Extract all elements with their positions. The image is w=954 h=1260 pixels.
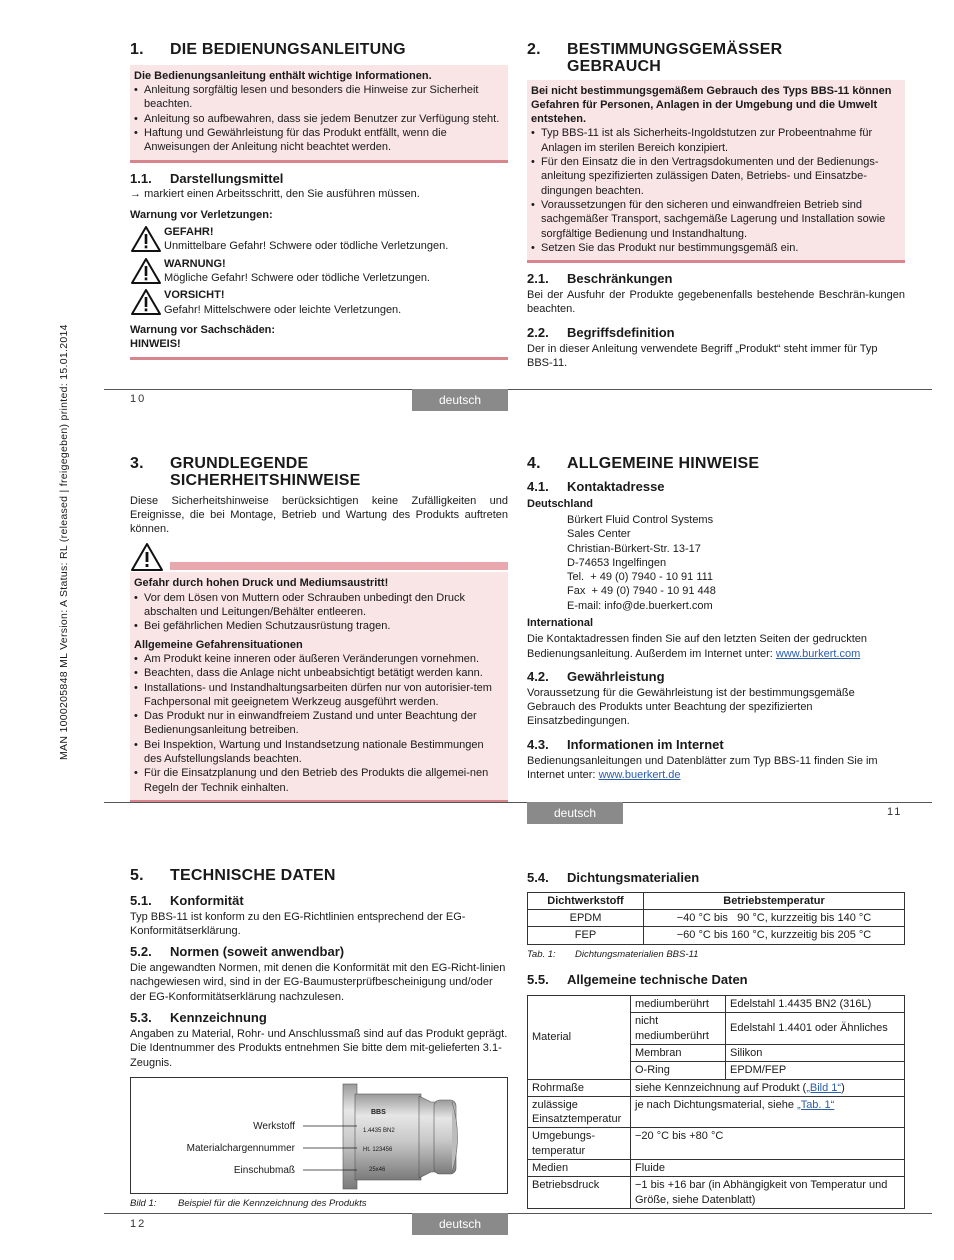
- list-item: • Beachten, dass die Anlage nicht unbeabsichtigt betätigt werden kann.: [134, 666, 504, 680]
- stamp-text: 1.4435 BN2: [363, 1127, 395, 1134]
- danger-box: Gefahr durch hohen Druck und Mediumsaustritt! • Vor dem Lösen von Muttern oder Schrauben unbedingt den Druck abschalten und Leitungen/Behälter entleeren. • Bei gefährlichen Medien Schutzausrüstung tragen. Allgemeine Gefahrensituationen • Am Produkt keine inneren oder äußeren Veränderungen vornehmen. • Beachten, dass die Anlage nicht unbeabsichtigt betätigt werden kann. • Installations- und Instandhaltungsarbeiten dürfen nur von autorisier-tem Fachpersonal mit geeignetem Werkzeug ausgeführt werden. • Das Produkt nur in einwandfreiem Zustand und unter Beachtung der Bedienungsanleitung betreiben. • Bei Inspektion, Wartung und Instandsetzung nationale Bestimmungen des Aufstellungslands beachten. • Für die Einsatzplanung und den Betrieb des Produkts die allgemei-nen Regeln der Technik einhalten.: [130, 572, 508, 802]
- table-row: Membran Silikon: [528, 1044, 905, 1061]
- warning-triangle-icon: [130, 288, 164, 316]
- section-1: [130, 42, 508, 351]
- figure-label: Werkstoff: [253, 1120, 295, 1132]
- contact-line: Tel. + 49 (0) 7940 - 10 91 111: [567, 571, 714, 584]
- country-label: International: [527, 617, 594, 630]
- contact-line: Sales Center: [567, 528, 631, 541]
- paragraph: Diese Sicherheitshinweise berücksichtigen keine Zufälligkeiten und Ereignisse, die bei Montage, Betrieb und Wartung des Produkts auftreten können.: [130, 494, 508, 536]
- paragraph: Bei der Ausfuhr der Produkte gegebenenfalls bestehende Beschrän-kungen beachten.: [527, 289, 905, 316]
- list-item: • Installations- und Instandhaltungsarbeiten dürfen nur von autorisier-tem Fachpersonal mit geeignetem Werkzeug ausgeführt werden.: [134, 681, 504, 710]
- subsection-title: 5.5. Allgemeine technische Daten: [527, 972, 748, 988]
- warning-triangle-icon: [130, 542, 164, 572]
- paragraph: Bedienungsanleitungen und Datenblätter zum Typ BBS-11 finden Sie im Internet unter: www.buerkert.de: [527, 754, 878, 781]
- list-item: • Das Produkt nur in einwandfreiem Zustand und unter Beachtung der Bedienungsanleitung betreiben.: [134, 709, 504, 738]
- page-separator: [104, 1213, 932, 1214]
- subsection-title: 2.1. Beschränkungen: [527, 271, 673, 287]
- list-item: • Bei Inspektion, Wartung und Instandsetzung nationale Bestimmungen des Aufstellungslands beachten.: [134, 738, 504, 767]
- page-number: 12: [130, 1218, 147, 1230]
- warning-head: WARNUNG!: [164, 257, 226, 270]
- info-list: [134, 83, 504, 154]
- table-link[interactable]: „Tab. 1“: [797, 1098, 835, 1111]
- list-item: • Setzen Sie das Produkt nur bestimmungsgemäß ein.: [531, 241, 901, 255]
- page-separator: [104, 802, 932, 803]
- contact-line: Bürkert Fluid Control Systems: [567, 513, 714, 526]
- warning-item: [130, 225, 508, 254]
- figure-label: Materialchargennummer: [186, 1142, 295, 1154]
- page-number: 11: [887, 806, 903, 818]
- table-row: EPDM −40 °C bis 90 °C, kurzzeitig bis 140 °C: [528, 910, 905, 927]
- paragraph: Die angewandten Normen, mit denen die Konformität mit den EG-Richt-linien nachgewiesen wird, sind in der EG-Baumusterprüfbescheinigung und/oder der EG-Konformitätserklärung nachzulesen.: [130, 962, 506, 1003]
- paragraph: Der in dieser Anleitung verwendete Begriff „Produkt“ steht immer für Typ BBS-11.: [527, 342, 878, 369]
- list-item: • Vor dem Lösen von Muttern oder Schrauben unbedingt den Druck abschalten und Leitungen/Behälter entleeren.: [134, 591, 504, 620]
- page-separator: [104, 389, 932, 390]
- website-link[interactable]: www.burkert.com: [775, 647, 861, 660]
- stamp-text: Ht. 123456: [363, 1146, 393, 1153]
- list-item: • Typ BBS-11 ist als Sicherheits-Ingoldstutzen zur Probeentnahme für Anlagen im sterilen Bereich konzipiert.: [531, 126, 901, 155]
- language-tab: deutsch: [412, 389, 508, 411]
- section-title: 5. TECHNISCHE DATEN: [130, 867, 336, 884]
- list-item: • Für die Einsatzplanung und den Betrieb des Produkts die allgemei-nen Regeln der Technik einhalten.: [134, 766, 504, 795]
- warning-triangle-icon: [130, 257, 164, 285]
- figure-box: [130, 1077, 508, 1194]
- table-caption: Tab. 1: Dichtungsmaterialien BBS-11: [527, 948, 699, 960]
- list-item: • Bei gefährlichen Medien Schutzausrüstung tragen.: [134, 619, 504, 633]
- stamp-text: BBS: [371, 1108, 386, 1116]
- warning-text: Unmittelbare Gefahr! Schwere oder tödliche Verletzungen.: [164, 240, 449, 253]
- subsection-title: 4.2. Gewährleistung: [527, 668, 665, 684]
- section-3: [130, 456, 508, 803]
- subsection-title: 5.1. Konformität: [130, 892, 244, 908]
- warning-bar: [170, 562, 508, 570]
- figure-link[interactable]: „Bild 1“: [806, 1081, 842, 1094]
- list-item: • Anleitung so aufbewahren, dass sie jedem Benutzer zur Verfügung steht.: [134, 112, 504, 126]
- subsection-title: 4.1. Kontaktadresse: [527, 478, 665, 494]
- section-title: 4. ALLGEMEINE HINWEISE: [527, 455, 760, 472]
- paragraph: Voraussetzung für die Gewährleistung ist der bestimmungsgemäße Gebrauch des Produkts unter Beachtung der spezifizierten Einsatzbedingungen.: [527, 686, 855, 728]
- figure-caption: Bild 1: Beispiel für die Kennzeichnung des Produkts: [130, 1197, 367, 1209]
- section-5: [130, 868, 508, 1210]
- table-row: Medien Fluide: [528, 1159, 905, 1176]
- product-illustration: [131, 1078, 508, 1194]
- general-data-table: [527, 995, 905, 1209]
- table-row: FEP −60 °C bis 160 °C, kurzzeitig bis 205 °C: [528, 927, 905, 944]
- warning-head: GEFAHR!: [164, 226, 214, 239]
- sach-label: Warnung vor Sachschäden:: [130, 323, 276, 336]
- warn-label: Warnung vor Verletzungen:: [130, 208, 273, 221]
- paragraph: Typ BBS-11 ist konform zu den EG-Richtlinien entsprechend der EG-Konformitätserklärung.: [130, 910, 466, 937]
- section-title: 1. DIE BEDIENUNGSANLEITUNG: [130, 41, 406, 58]
- arrow-icon: →: [130, 188, 141, 201]
- paragraph: Die Kontaktadressen finden Sie auf den letzten Seiten der gedruckten Bedienungsanleitung. Außerdem im Internet unter: www.burkert.com: [527, 633, 868, 660]
- website-link[interactable]: www.buerkert.de: [598, 768, 681, 781]
- contact-line: Fax + 49 (0) 7940 - 10 91 448: [567, 585, 716, 598]
- subsection-title: 5.2. Normen (soweit anwendbar): [130, 944, 345, 960]
- table-header: Betriebstemperatur: [644, 892, 905, 909]
- list-item: • Voraussetzungen für den sicheren und einwandfreien Betrieb sind sachgemäßer Transport, sachgemäße Lagerung und Installation sowie sorgfältige Bedienung und Instandhaltung.: [531, 198, 901, 241]
- info-box: Bei nicht bestimmungsgemäßem Gebrauch des Typs BBS-11 können Gefahren für Personen, Anlagen in der Umgebung und die Umwelt entstehen. • Typ BBS-11 ist als Sicherheits-Ingoldstutzen zur Probeentnahme für Anlagen im sterilen Bereich konzipiert. • Für den Einsatz die in den Vertragsdokumenten und der Bedienungs-anleitung spezifizierten zulässigen Daten, Betriebs- und Einsatzbe-dingungen beachten. • Voraussetzungen für den sicheren und einwandfreien Betrieb sind sachgemäßer Transport, sachgemäße Lagerung und Installation sowie sorgfältige Bedienung und Instandhaltung. • Setzen Sie das Produkt nur bestimmungsgemäß ein.: [527, 80, 905, 264]
- list-item: • Für den Einsatz die in den Vertragsdokumenten und der Bedienungs-anleitung spezifizierten zulässigen Daten, Betriebs- und Einsatzbe-dingungen beachten.: [531, 155, 901, 198]
- warning-head: VORSICHT!: [164, 289, 225, 302]
- warning-item: [130, 288, 508, 317]
- list-item: • Anleitung sorgfältig lesen und besonders die Hinweise zur Sicherheit beachten.: [134, 83, 504, 112]
- paragraph: Angaben zu Material, Rohr- und Anschlussmaß sind auf das Produkt geprägt. Die Identnummer des Produkts entnehmen Sie bitte dem mit-gelieferten 3.1-Zeugnis.: [130, 1027, 508, 1069]
- subsection-title: 5.4. Dichtungsmaterialien: [527, 870, 700, 885]
- contact-line: D-74653 Ingelfingen: [567, 556, 667, 569]
- warning-list: [130, 225, 508, 317]
- warning-triangle-icon: [130, 225, 164, 253]
- section-4: [527, 456, 905, 782]
- section-title: 2. BESTIMMUNGSGEMÄSSER GEBRAUCH: [527, 41, 783, 75]
- table-header: Dichtwerkstoff: [528, 892, 644, 909]
- contact-line: E-mail: info@de.buerkert.com: [567, 599, 713, 612]
- section-2: [527, 42, 905, 370]
- table-row: Umgebungs-temperatur −20 °C bis +80 °C: [528, 1128, 905, 1160]
- hinweis-label: HINWEIS!: [130, 338, 181, 351]
- subsection-title: 2.2. Begriffsdefinition: [527, 324, 675, 340]
- language-tab: deutsch: [527, 802, 623, 824]
- table-row: zulässige Einsatztemperatur je nach Dichtungsmaterial, siehe „Tab. 1“: [528, 1096, 905, 1128]
- figure-label: Einschubmaß: [233, 1164, 295, 1176]
- subsection-title: 1.1. Darstellungsmittel: [130, 170, 284, 186]
- warning-text: Mögliche Gefahr! Schwere oder tödliche Verletzungen.: [164, 271, 430, 284]
- table-row: Rohrmaße siehe Kennzeichnung auf Produkt („Bild 1“): [528, 1079, 905, 1096]
- table-row: Material mediumberührt Edelstahl 1.4435 BN2 (316L): [528, 996, 905, 1013]
- table-row: nicht mediumberührt Edelstahl 1.4401 oder Ähnliches: [528, 1013, 905, 1045]
- subsection-title: 5.3. Kennzeichnung: [130, 1010, 267, 1026]
- stamp-text: 25x46: [369, 1166, 386, 1173]
- contact-line: Christian-Bürkert-Str. 13-17: [567, 542, 701, 555]
- language-tab: deutsch: [412, 1213, 508, 1235]
- warning-item: [130, 257, 508, 286]
- page-number: 10: [130, 393, 147, 405]
- subsection-title: 4.3. Informationen im Internet: [527, 736, 724, 752]
- section-title: 3. GRUNDLEGENDE SICHERHEITSHINWEISE: [130, 455, 361, 489]
- list-item: • Am Produkt keine inneren oder äußeren Veränderungen vornehmen.: [134, 652, 504, 666]
- info-box: Die Bedienungsanleitung enthält wichtige Informationen. • Anleitung sorgfältig lesen und besonders die Hinweise zur Sicherheit beachten. • Anleitung so aufbewahren, dass sie jedem Benutzer zur Verfügung steht. • Haftung und Gewährleistung für das Produkt entfällt, wenn die Anweisungen der Anleitung nicht beachtet werden.: [130, 65, 508, 163]
- table-row: O-Ring EPDM/FEP: [528, 1062, 905, 1079]
- section-5-tables: [527, 868, 905, 1209]
- divider: [130, 357, 508, 360]
- contact-address: [527, 513, 905, 613]
- seal-table: [527, 892, 905, 945]
- list-item: • Haftung und Gewährleistung für das Produkt entfällt, wenn die Anweisungen der Anleitung nicht beachtet werden.: [134, 126, 504, 155]
- info-list: [531, 126, 901, 255]
- warning-text: Gefahr! Mittelschwere oder leichte Verletzungen.: [164, 303, 402, 316]
- arrow-note: → markiert einen Arbeitsschritt, den Sie ausführen müssen.: [130, 188, 420, 201]
- table-row: Betriebsdruck −1 bis +16 bar (in Abhängigkeit von Temperatur und Größe, siehe Datenblatt): [528, 1177, 905, 1209]
- country-label: Deutschland: [527, 497, 594, 510]
